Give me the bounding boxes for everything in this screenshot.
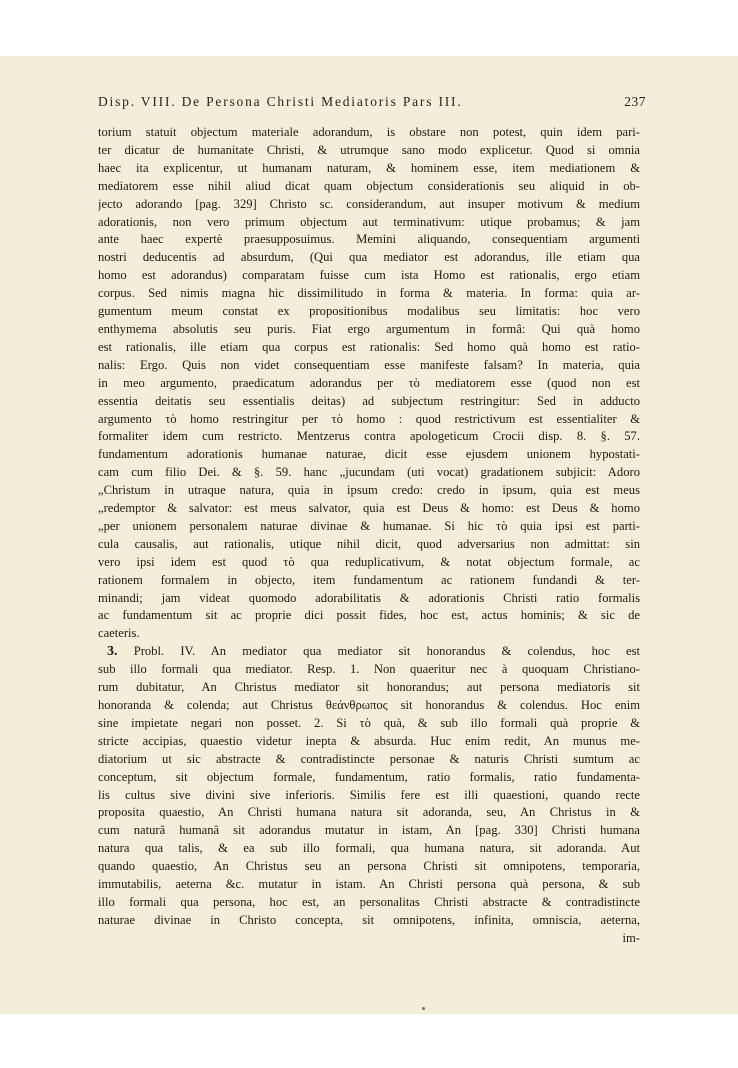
text-line: rum dubitatur, An Christus mediator sit honorandus; aut persona mediatoris sit — [98, 680, 640, 695]
text-line: torium statuit objectum materiale adorandum, is obstare non potest, quin idem pari- — [98, 125, 640, 139]
text-line: naturae divinae in Christo concepta, sit omnipotens, infinita, omniscia, aeterna, — [98, 912, 640, 927]
text-line: argumento τὸ homo restringitur per τὸ homo : quod restrictivum est essentialiter & — [98, 411, 640, 426]
text-line: „Christum in utraque natura, quia in ipsum credo: credo in ipsum, quia est meus — [98, 483, 640, 498]
text-line: nalis: Ergo. Quis non videt consequentiam esse manifeste falsam? In materia, quia — [98, 357, 640, 372]
text-line: homo est adorandus) comparatam fuisse cum ista Homo est rationalis, ergo etiam — [98, 268, 640, 283]
text-line: conceptum, sit objectum formale, fundamentum, ratio formalis, ratio fundamenta- — [98, 769, 640, 784]
footer-mark — [422, 1007, 425, 1010]
text-line: adorationis, non vero primum objectum aut terminativum: utique probamus; & jam — [98, 214, 640, 229]
text-line: corpus. Sed nimis magna hic dissimilitudo in forma & materia. In forma: quia ar- — [98, 286, 640, 301]
text-line: caeteris. — [98, 626, 140, 641]
text-line: sine impietate negari non posset. 2. Si τὸ quà, & sub illo formali quà proprie & — [98, 715, 640, 730]
body-text — [98, 124, 640, 948]
text-line: haec ita explicentur, ut humanam naturam, & hominem esse, item mediationem & — [98, 160, 640, 175]
text-line: fundamentum adorationis humanae naturae, dicit esse ejusdem unionem hypostati- — [98, 447, 640, 462]
text-line: cula causalis, aut rationalis, utique nihil dicit, quod adversarius non admittat: sin — [98, 536, 640, 551]
text-line: enthymema absolutis seu puris. Fiat ergo argumentum in formâ: Qui quà homo — [98, 321, 640, 336]
text-line: ac fundamentum sit ac proprie dici possit fides, hoc est, actus hominis; & sic de — [98, 608, 640, 623]
text-line: immutabilis, aeterna &c. mutatur in istam. An Christi persona quà persona, & sub — [98, 877, 640, 892]
text-line: minandi; jam videat quomodo adorabilitatis & adorationis Christi ratio formalis — [98, 590, 640, 605]
text-line-content: Probl. IV. An mediator qua mediator sit honorandus & colendus, hoc est — [117, 644, 640, 659]
section-number: 3. — [107, 644, 118, 660]
text-line: cam cum filio Dei. & §. 59. hanc „jucundam (uti vocat) gradationem subjicit: Adoro — [98, 465, 640, 480]
text-line: „redemptor & salvator: est meus salvator, quia est Deus & homo: est Deus & homo — [98, 501, 640, 516]
text-line: gumentum meum constat ex propositionibus modalibus seu limitatis: hoc vero — [98, 304, 640, 319]
text-line: „per unionem personalem naturae divinae & humanae. Si hic τὸ quia ipsi est parti- — [98, 518, 640, 533]
text-line: in meo argumento, praedicatum adorandus per τὸ mediatorem esse (quod non est — [98, 375, 640, 390]
text-line: proposita quaestio, An Christi humana natura sit adoranda, seu, An Christus in & — [98, 805, 640, 820]
text-line: illo formali qua persona, hoc est, an personalitas Christi abstracte & contradistincte — [98, 894, 640, 909]
text-line: nostri deducentis ad absurdum, (Qui qua mediator est adorandus, ille etiam qua — [98, 250, 640, 265]
text-line: ante haec expertè praesupposuimus. Memini aliquando, consequentiam argumenti — [98, 232, 640, 247]
text-line: est rationalis, ille etiam qua corpus est rationalis: Sed homo quà homo est ratio- — [98, 339, 640, 354]
text-line: vero ipsi idem est quod τὸ qua reduplicativum, & notat objectum formale, ac — [98, 554, 640, 569]
text-line: natura qua talis, & ea sub illo formali, qua humana natura, sit adoranda. Aut — [98, 841, 640, 856]
text-line: diatorium ut sic abstracte & contradistincte personae & naturis Christi sumtum ac — [98, 751, 640, 766]
text-line: rationem formalem in objecto, item fundamentum ac rationem fundandi & ter- — [98, 572, 640, 587]
text-line: sub illo formali qua mediator. Resp. 1. Non quaeritur nec à quoquam Christiano- — [98, 662, 640, 677]
text-line: jecto adorando [pag. 329] Christo sc. considerandum, aut insuper motivum & medium — [98, 196, 640, 211]
text-line: essentia deitatis seu essentialis deitas) ad subjectum restringitur: Sed in adducto — [98, 393, 640, 408]
text-line: honoranda & colenda; aut Christus θεάνθρωπος sit honorandus & colendus. Hoc enim — [98, 698, 640, 712]
page-number: 237 — [624, 94, 646, 109]
running-head — [98, 94, 646, 110]
text-line: mediatorem esse nihil aliud dicat quam objectum considerationis seu aliquid in ob- — [98, 178, 640, 193]
text-line — [98, 643, 640, 661]
header-title: Disp. VIII. De Persona Christi Mediatoris Pars III. — [98, 94, 463, 109]
text-line: im- — [622, 930, 640, 945]
text-line: cum naturâ humanâ sit adorandus mutatur in istam, An [pag. 330] Christi humana — [98, 823, 640, 838]
text-line: quando quaestio, An Christus seu an persona Christi sit omnipotens, temporaria, — [98, 859, 640, 874]
text-line: lis cultus sive divini sive inferioris. Similis fere est illi quaestioni, quando recte — [98, 787, 640, 802]
text-line: formaliter idem cum restricto. Mentzerus contra apologeticum Crocii disp. 8. §. 57. — [98, 429, 640, 444]
text-line: ter dicatur de humanitate Christi, & utrumque sano modo explicetur. Quod si omnia — [98, 142, 640, 157]
text-line: stricte accipias, quaestio videtur inepta & absurda. Huc enim redit, An munus me- — [98, 733, 640, 748]
